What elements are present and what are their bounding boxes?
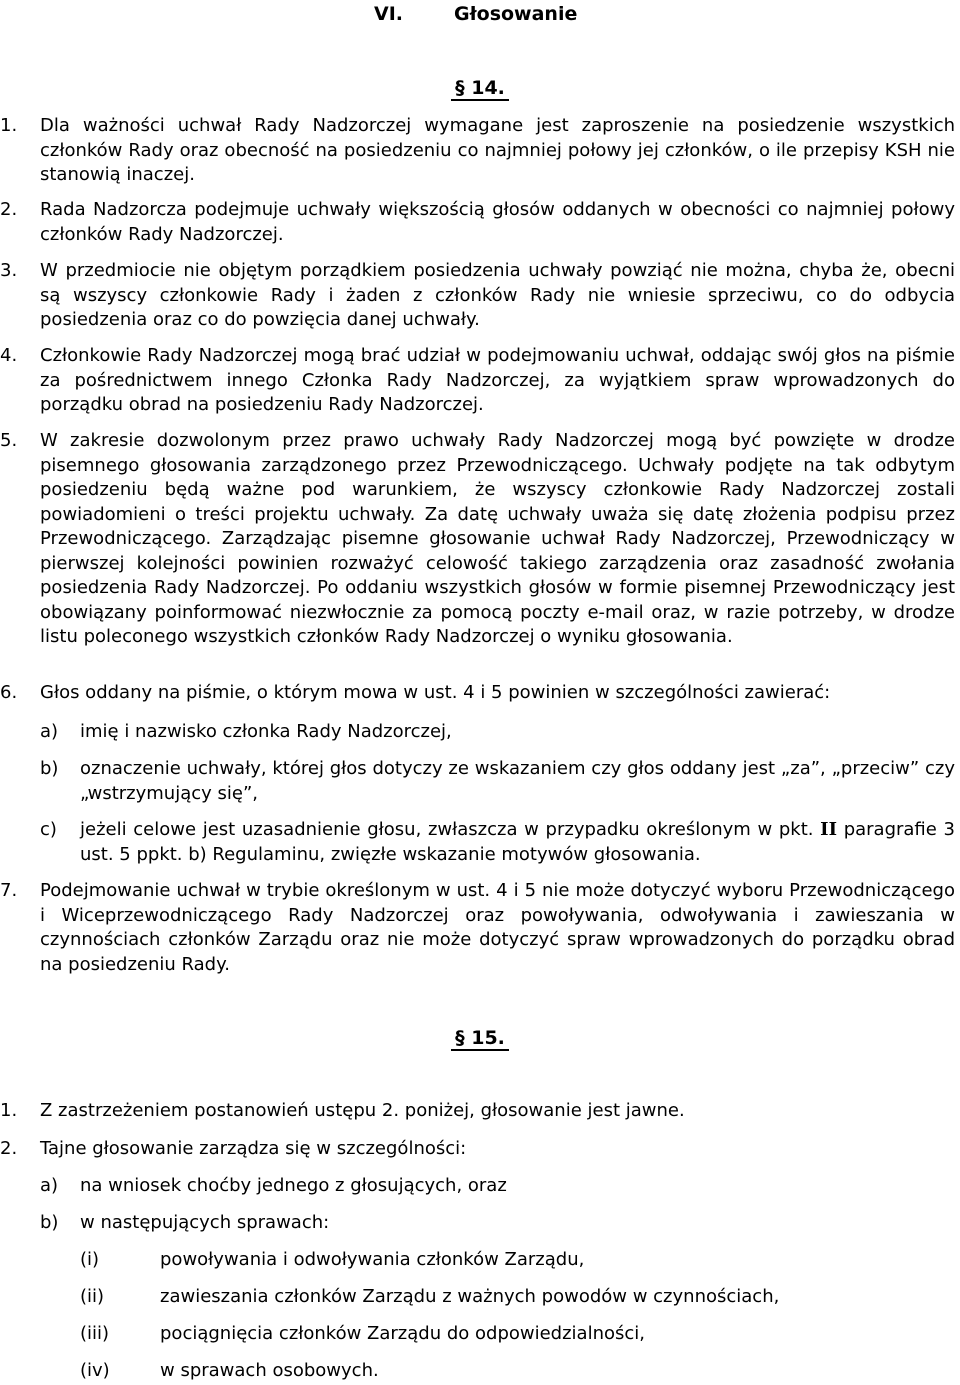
chapter-number: VI. [374,3,403,25]
s14-item-3: 3. W przedmiocie nie objętym porządkiem posiedzenia uchwały powziąć nie można, chyba że, obecni są wszyscy członkowie Rady i żaden z członków Rady nie wniesie sprzeciwu, co do odbycia posiedzenia oraz co do powzięcia danej uchwały. [0,260,955,330]
s14-item-5: 5. W zakresie dozwolonym przez prawo uchwały Rady Nadzorczej mogą być powzięte w drodze pisemnego głosowania zarządzonego przez Przewodniczącego. Uchwały podjęte na tak odbytym posiedzeniu będą ważne pod warunkiem, że wszyscy członkowie Rady Nadzorczej zostali powiadomieni o treści projektu uchwały. Za datę uchwały uważa się datę złożenia podpisu przez Przewodniczącego. Zarządzając pisemne głosowanie uchwał Rady Nadzorczej, Przewodniczący w pierwszej kolejności powinien rozważyć celowość takiego zarządzenia oraz zasadność zwołania posiedzenia Rady Nadzorczej. Po oddaniu wszystkich głosów w formie pisemnej Przewodniczący jest obowiązany poinformować niezwłocznie za pomocą poczty e-mail oraz, w razie potrzeby, w drodze listu poleconego wszystkich członków Rady Nadzorczej o wyniku głosowania. [0,430,955,647]
s15-item-1: 1. Z zastrzeżeniem postanowień ustępu 2. poniżej, głosowanie jest jawne. [0,1100,685,1121]
s14-item-6-sub-c: c) jeżeli celowe jest uzasadnienie głosu, zwłaszcza w przypadku określonym w pkt. II paragrafie 3 ust. 5 ppkt. b) Regulaminu, zwięzłe wskazanie motywów głosowania. [40,819,955,865]
s14-item-1: 1. Dla ważności uchwał Rady Nadzorczej wymagane jest zaproszenie na posiedzenie wszystkich członków Rady oraz obecność na posiedzeniu co najmniej połowy jej członków, o ile przepisy KSH nie stanowią inaczej. [0,115,955,185]
s15-item-2-sub-a: a) na wniosek choćby jednego z głosujących, oraz [40,1175,507,1196]
chapter-title: Głosowanie [454,3,578,25]
s14-item-6: 6. Głos oddany na piśmie, o którym mowa w ust. 4 i 5 powinien w szczególności zawierać: [0,682,831,703]
s15-item-2: 2. Tajne głosowanie zarządza się w szczególności: [0,1138,467,1159]
s14-item-2: 2. Rada Nadzorcza podejmuje uchwały większością głosów oddanych w obecności co najmniej połowy członków Rady Nadzorczej. [0,199,955,245]
s14-item-7: 7. Podejmowanie uchwał w trybie określonym w ust. 4 i 5 nie może dotyczyć wyboru Przewodniczącego i Wiceprzewodniczącego Rady Nadzorczej oraz powoływania, odwoływania i zawieszania w czynnościach członków Zarządu oraz nie może dotyczyć spraw wprowadzonych do porządku obrad na posiedzeniu Rady. [0,880,955,975]
s15-sub-b-ii: (ii) zawieszania członków Zarządu z ważnych powodów w czynnościach, [80,1286,780,1307]
s14-item-6-sub-b: b) oznaczenie uchwały, której głos dotyczy ze wskazaniem czy głos oddany jest „za”, „przeciw” czy „wstrzymujący się”, [40,758,955,804]
s15-item-2-sub-b: b) w następujących sprawach: [40,1212,330,1233]
section-15-heading: § 15. [0,1026,960,1051]
s15-sub-b-iii: (iii) pociągnięcia członków Zarządu do odpowiedzialności, [80,1323,645,1344]
s15-sub-b-iv: (iv) w sprawach osobowych. [80,1360,379,1381]
s14-item-6-sub-a: a) imię i nazwisko członka Rady Nadzorczej, [40,721,452,742]
s15-sub-b-i: (i) powoływania i odwoływania członków Zarządu, [80,1249,585,1270]
s14-item-4: 4. Członkowie Rady Nadzorczej mogą brać udział w podejmowaniu uchwał, oddając swój głos na piśmie za pośrednictwem innego Członka Rady Nadzorczej, za wyjątkiem spraw wprowadzonych do porządku obrad na posiedzeniu Rady Nadzorczej. [0,345,955,415]
section-14-heading: § 14. [0,76,960,101]
